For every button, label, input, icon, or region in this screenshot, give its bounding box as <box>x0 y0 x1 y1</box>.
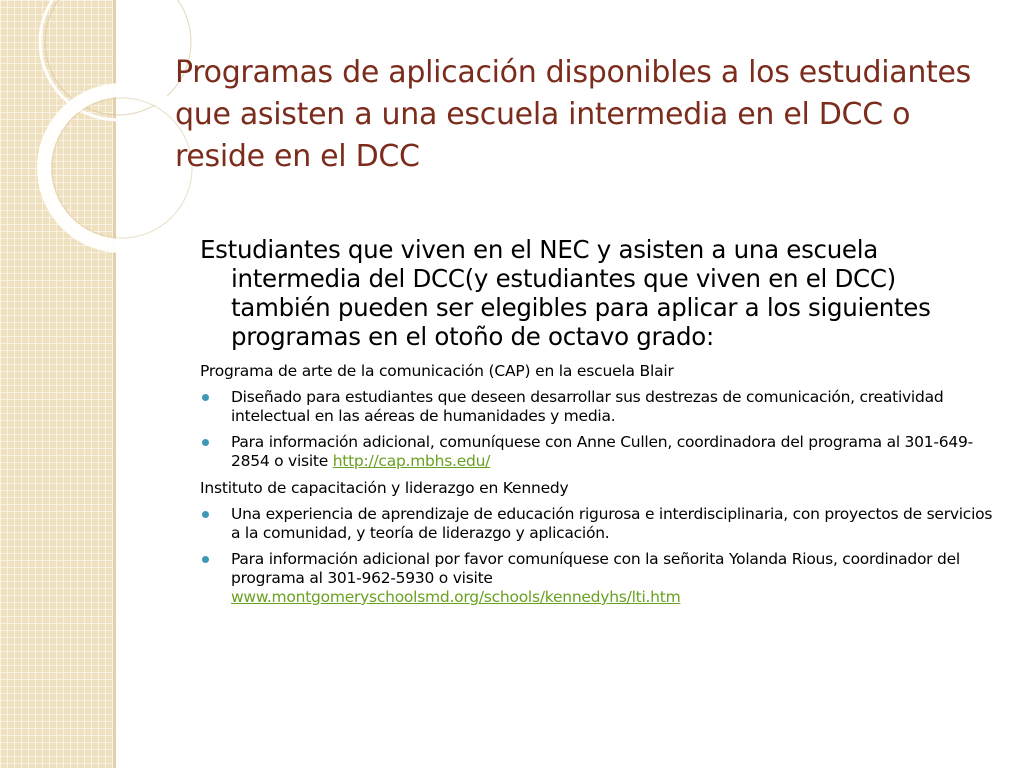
section-heading-kennedy: Instituto de capacitación y liderazgo en Kennedy <box>200 479 569 497</box>
bullet-dot-icon <box>202 394 209 401</box>
cap-website-link[interactable]: http://cap.mbhs.edu/ <box>332 452 491 470</box>
list-item <box>200 388 995 426</box>
bullet-text: Para información adicional por favor comuníquese con la señorita Yolanda Rious, coordinador del programa al 301-962-5930 o visite <box>231 550 960 587</box>
section-heading-cap: Programa de arte de la comunicación (CAP) en la escuela Blair <box>200 362 674 380</box>
list-item <box>200 550 995 607</box>
slide-title: Programas de aplicación disponibles a los estudiantes que asisten a una escuela intermedia en el DCC o reside en el DCC <box>175 55 971 174</box>
intro-paragraph: Estudiantes que viven en el NEC y asisten a una escuela intermedia del DCC(y estudiantes que viven en el DCC) también pueden ser elegibles para aplicar a los siguientes programas en el otoño de octavo grado: <box>200 235 931 351</box>
bullet-dot-icon <box>202 556 209 563</box>
slide-content <box>200 235 995 614</box>
kennedy-website-link[interactable]: www.montgomeryschoolsmd.org/schools/kennedyhs/lti.htm <box>231 588 681 606</box>
bullet-text: Diseñado para estudiantes que deseen desarrollar sus destrezas de comunicación, creatividad intelectual en las aéreas de humanidades y media. <box>231 388 944 425</box>
bullet-text: Una experiencia de aprendizaje de educación rigurosa e interdisciplinaria, con proyectos de servicios a la comunidad, y teoría de liderazgo y aplicación. <box>231 505 993 542</box>
bullet-dot-icon <box>202 511 209 518</box>
list-item <box>200 433 995 471</box>
bullet-text: Para información adicional, comuníquese con Anne Cullen, coordinadora del programa al 301-649-2854 o visite <box>231 433 973 470</box>
bullet-dot-icon <box>202 439 209 446</box>
decorative-rings <box>0 0 200 260</box>
list-item <box>200 505 995 543</box>
